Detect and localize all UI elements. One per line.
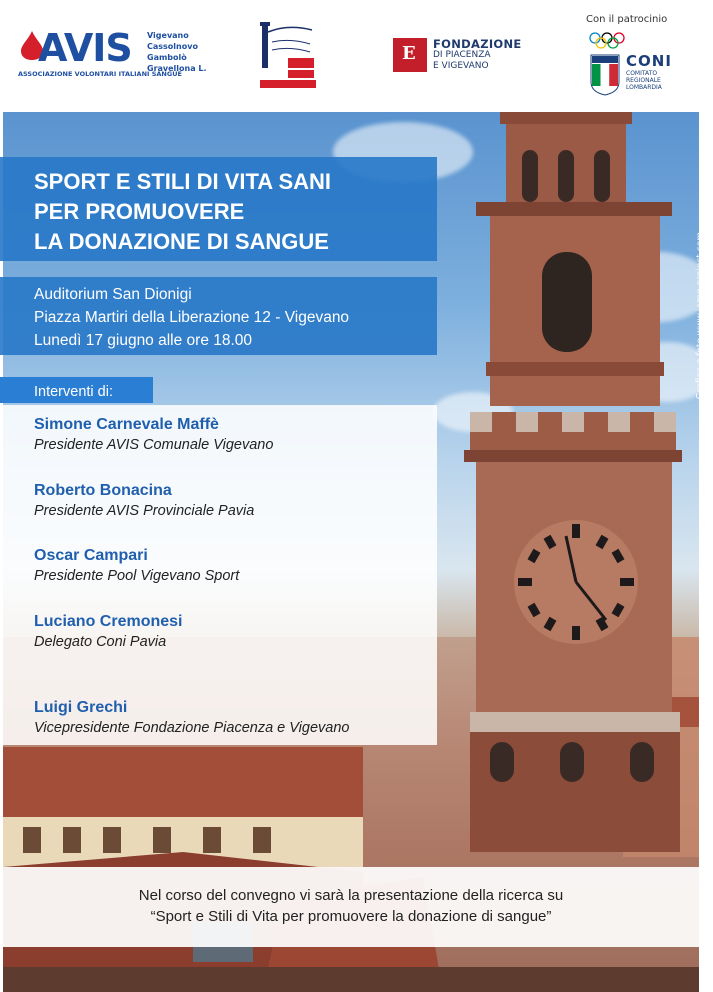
speaker-name: Roberto Bonacina <box>34 482 172 499</box>
bramante-tower <box>470 112 680 872</box>
fondazione-line3: E VIGEVANO <box>433 61 489 71</box>
speakers-label-band <box>0 377 153 403</box>
pool-vigevano-sport-logo <box>258 18 318 90</box>
speaker-role: Presidente Pool Vigevano Sport <box>34 568 240 584</box>
speaker-item <box>34 612 182 652</box>
avis-tagline: ASSOCIAZIONE VOLONTARI ITALIANI SANGUE <box>18 70 182 78</box>
olympic-rings-icon <box>588 32 626 50</box>
speaker-item <box>34 415 273 455</box>
speaker-name: Simone Carnevale Maffè <box>34 416 219 433</box>
speaker-role: Delegato Coni Pavia <box>34 634 167 650</box>
research-note-line2: “Sport e Stili di Vita per promuovere la donazione di sangue” <box>150 908 552 925</box>
speaker-item <box>34 481 254 521</box>
speakers-list <box>0 405 437 745</box>
speaker-item <box>34 698 349 738</box>
research-note <box>0 867 702 947</box>
speaker-role: Presidente AVIS Comunale Vigevano <box>34 437 274 453</box>
speaker-name: Luciano Cremonesi <box>34 613 183 630</box>
fondazione-title: FONDAZIONE <box>433 37 522 51</box>
speaker-item <box>34 546 239 586</box>
avis-town: Gravellona L. <box>147 64 207 73</box>
venue-place: Auditorium San Dionigi <box>34 286 192 303</box>
speaker-role: Presidente AVIS Provinciale Pavia <box>34 503 255 519</box>
avis-town: Vigevano <box>147 31 189 40</box>
event-datetime: Lunedì 17 giugno alle ore 18.00 <box>34 332 253 349</box>
event-title-line: PER PROMUOVERE <box>34 199 245 224</box>
fondazione-logo <box>393 38 533 74</box>
avis-towns <box>147 30 207 74</box>
avis-town: Gambolò <box>147 53 187 62</box>
patronage-label: Con il patrocinio <box>586 14 668 25</box>
speaker-role: Vicepresidente Fondazione Piacenza e Vigevano <box>34 720 350 736</box>
italia-shield-icon <box>590 54 620 96</box>
avis-wordmark: AVIS <box>38 26 132 70</box>
photo-credit: Grafica e foto www.iamg-project.com <box>695 232 705 400</box>
fondazione-mark-icon: E <box>393 38 427 72</box>
speaker-name: Oscar Campari <box>34 547 148 564</box>
coni-subtitle: COMITATO REGIONALE LOMBARDIA <box>626 70 662 91</box>
speakers-label: Interventi di: <box>34 384 113 400</box>
research-note-line1: Nel corso del convegno vi sarà la presentazione della ricerca su <box>138 887 564 904</box>
event-venue-band <box>0 277 437 355</box>
venue-address: Piazza Martiri della Liberazione 12 - Vigevano <box>34 309 350 326</box>
coni-name: CONI <box>626 52 672 70</box>
speaker-name: Luigi Grechi <box>34 699 128 716</box>
fondazione-line2: DI PIACENZA <box>433 50 491 60</box>
coni-logo <box>586 14 696 104</box>
sponsor-header <box>0 0 702 112</box>
event-title-band <box>0 157 437 261</box>
event-title-line: LA DONAZIONE DI SANGUE <box>34 229 329 254</box>
avis-town: Cassolnovo <box>147 42 198 51</box>
event-title-line: SPORT E STILI DI VITA SANI <box>34 169 332 194</box>
